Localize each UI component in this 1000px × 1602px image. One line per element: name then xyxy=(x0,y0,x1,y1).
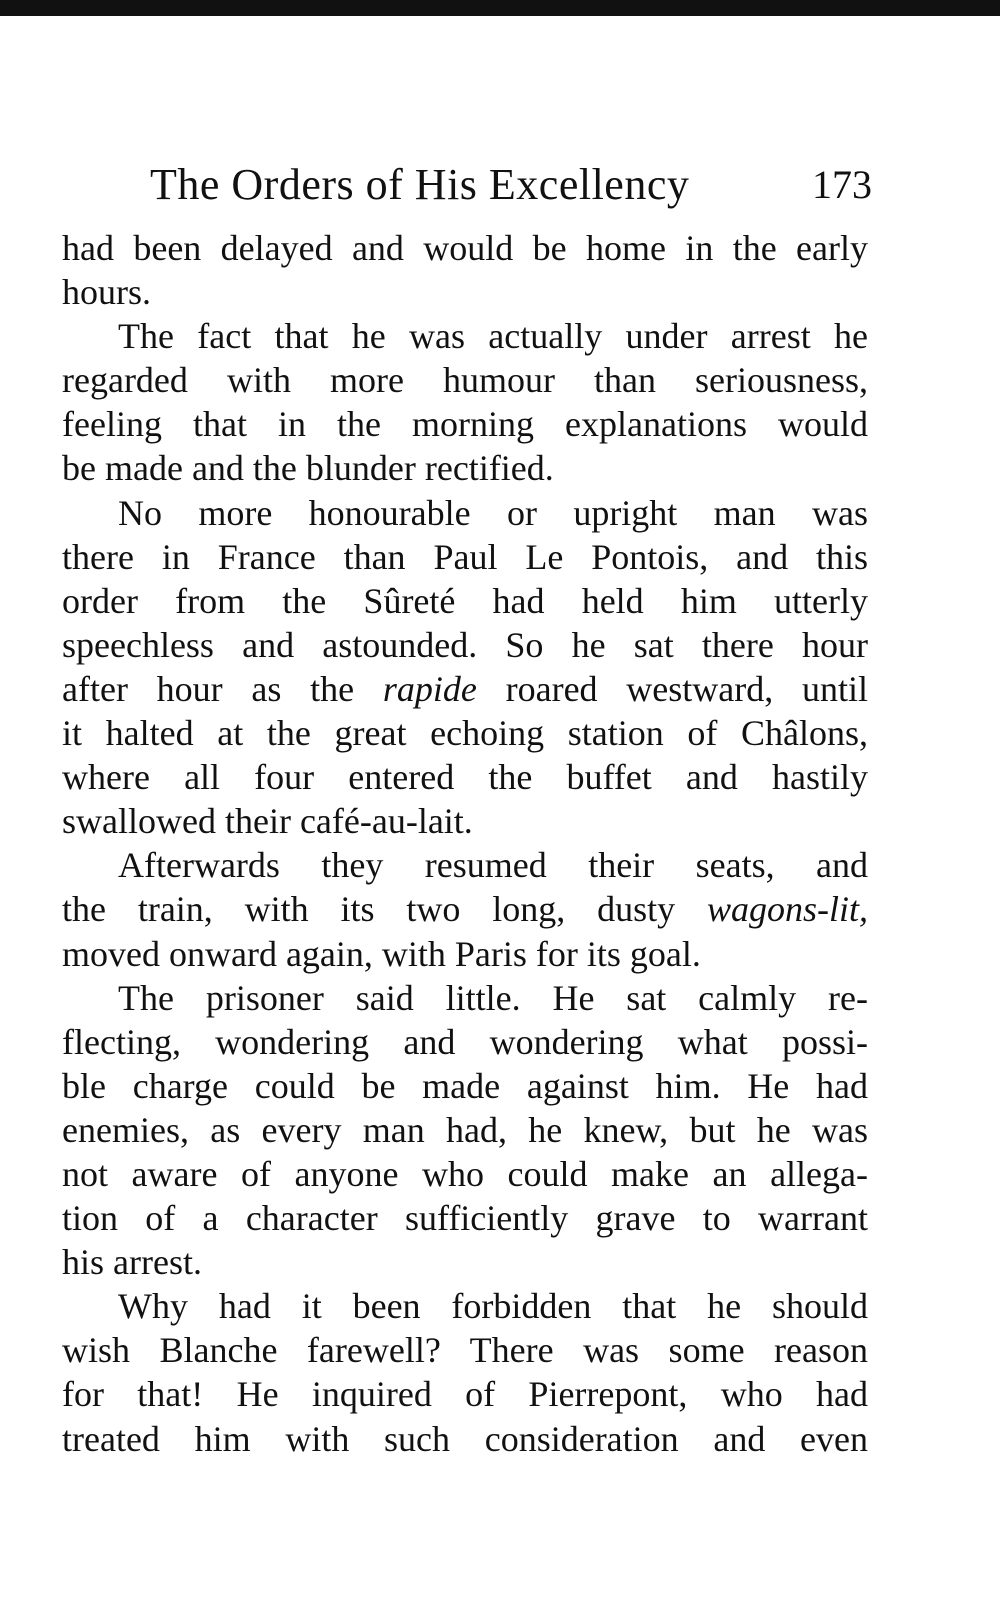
text-segment: the train, with its two long, dusty xyxy=(62,889,676,930)
body-text xyxy=(62,226,868,1461)
text-line: order from the Sûreté had held him utterly xyxy=(62,580,868,621)
text-line: The fact that he was actually under arrest he xyxy=(118,316,868,357)
text-line: enemies, as every man had, he knew, but he was xyxy=(62,1109,868,1150)
text-line: flecting, wondering and wondering what possi- xyxy=(62,1021,868,1062)
text-line: where all four entered the buffet and hastily xyxy=(62,757,868,798)
text-line-with-italic xyxy=(62,887,868,931)
text-line: ble charge could be made against him. He had xyxy=(62,1065,868,1106)
text-line: his arrest. xyxy=(62,1242,202,1283)
page-header xyxy=(150,155,872,215)
text-line: tion of a character sufficiently grave to warrant xyxy=(62,1198,868,1239)
italic-word: rapide xyxy=(382,668,477,709)
text-line: had been delayed and would be home in the early xyxy=(62,228,868,268)
text-line: regarded with more humour than seriousness, xyxy=(62,360,868,401)
text-line: The prisoner said little. He sat calmly re- xyxy=(118,977,868,1018)
running-title: The Orders of His Excellency xyxy=(150,160,690,209)
text-line: not aware of anyone who could make an allega- xyxy=(62,1153,868,1194)
text-line: wish Blanche farewell? There was some reason xyxy=(62,1330,868,1371)
top-border-rule xyxy=(0,0,1000,16)
text-segment: after hour as the xyxy=(62,668,355,709)
italic-word: wagons-lit, xyxy=(706,889,868,930)
text-line-with-italic xyxy=(62,667,868,711)
text-line: treated him with such consideration and even xyxy=(62,1418,868,1459)
text-line: swallowed their café-au-lait. xyxy=(62,801,473,842)
text-line: Why had it been forbidden that he should xyxy=(118,1286,868,1327)
text-line: for that! He inquired of Pierrepont, who had xyxy=(62,1374,868,1415)
text-line: hours. xyxy=(62,272,151,313)
text-line: feeling that in the morning explanations would xyxy=(62,404,868,445)
page-number: 173 xyxy=(812,162,872,207)
text-line: be made and the blunder rectified. xyxy=(62,448,554,489)
text-line: there in France than Paul Le Pontois, and this xyxy=(62,536,868,577)
text-line: No more honourable or upright man was xyxy=(118,492,868,533)
text-line: speechless and astounded. So he sat there hour xyxy=(62,624,868,665)
text-line: it halted at the great echoing station of Châlons, xyxy=(62,713,868,754)
text-line: Afterwards they resumed their seats, and xyxy=(118,845,868,886)
text-segment: roared westward, until xyxy=(505,668,868,709)
text-line: moved onward again, with Paris for its goal. xyxy=(62,933,701,974)
